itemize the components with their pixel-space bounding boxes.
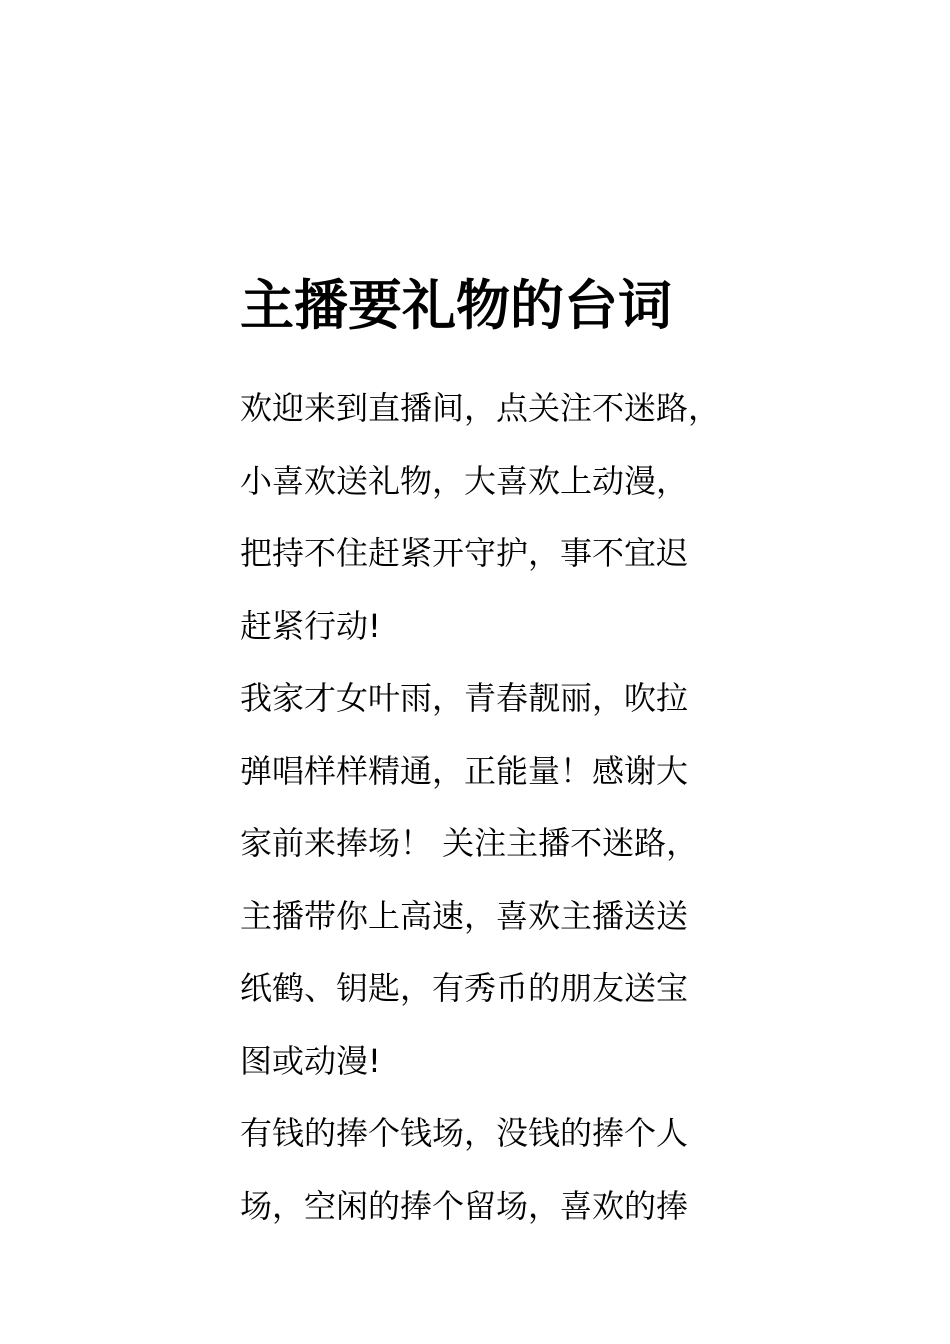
document-title: 主播要礼物的台词 [240,274,672,337]
text-line: 把持不住赶紧开守护，事不宜迟 [240,534,689,572]
text-line: 场，空闲的捧个留场，喜欢的捧 [240,1186,689,1225]
text-line: 弹唱样样精通，正能量！感谢大 [240,751,689,790]
paragraph-1 [240,372,720,662]
text-line: 家前来捧场！ 关注主播不迷路， [240,824,699,862]
text-line: 小喜欢送礼物，大喜欢上动漫， [240,461,689,500]
text-line: 纸鹤、钥匙，有秀币的朋友送宝 [240,969,689,1007]
paragraph-2 [240,662,720,1097]
paragraph-3 [240,1097,720,1242]
text-line: 图或动漫! [240,1041,381,1080]
text-line: 欢迎来到直播间，点关注不迷路， [240,389,721,427]
text-line: 有钱的捧个钱场，没钱的捧个人 [240,1114,689,1152]
document-page [240,270,720,1242]
text-line: 我家才女叶雨，青春靓丽，吹拉 [240,679,689,717]
text-line: 主播带你上高速，喜欢主播送送 [240,896,689,935]
text-line: 赶紧行动! [240,606,381,645]
